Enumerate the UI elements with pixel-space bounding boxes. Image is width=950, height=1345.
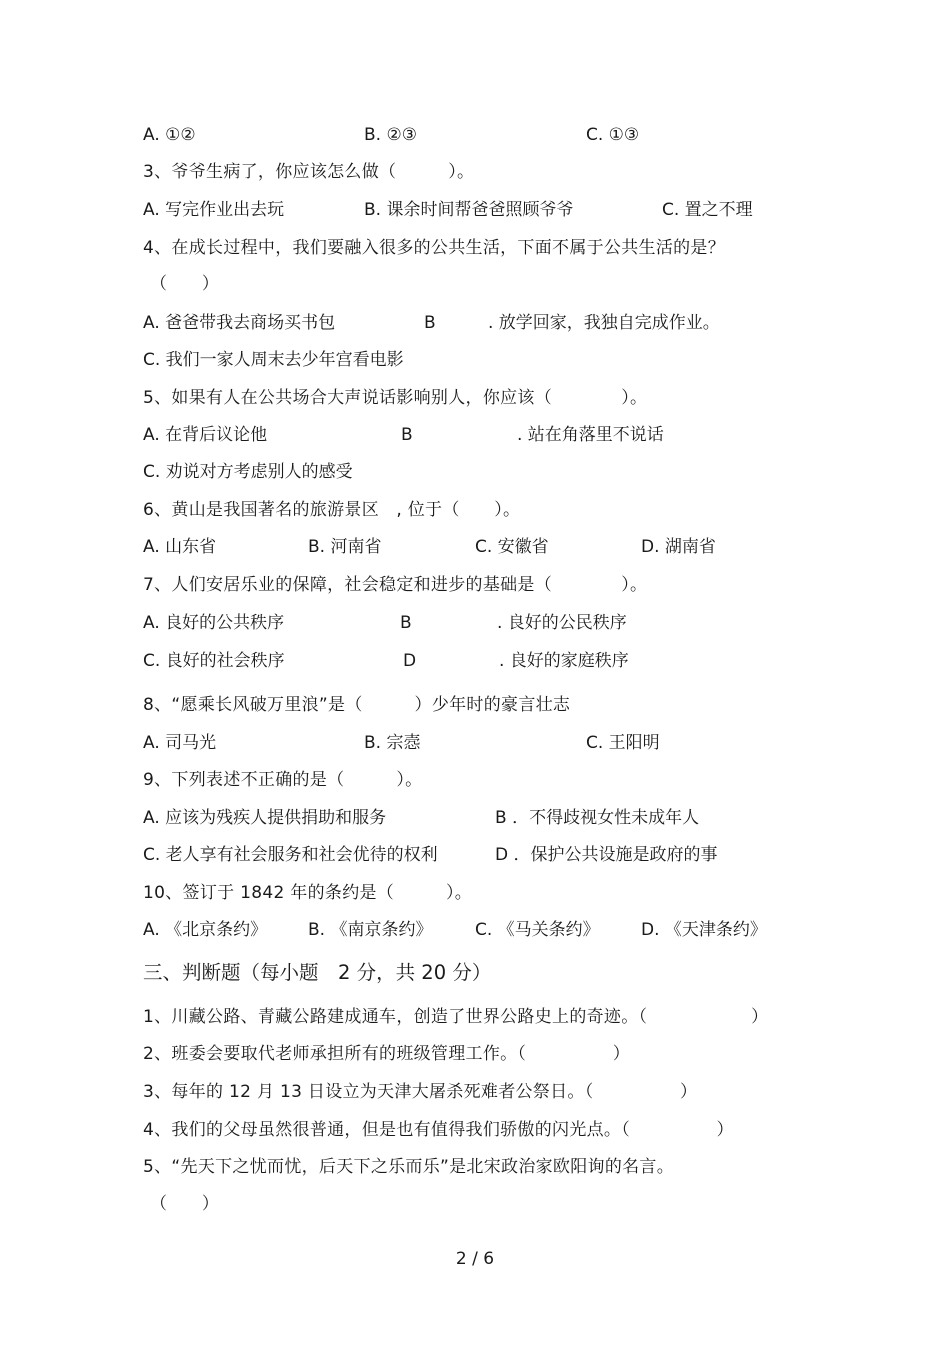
- q9-option-d: D ．保护公共设施是政府的事: [495, 845, 718, 865]
- q6-option-a: A. 山东省: [143, 537, 217, 557]
- q7-option-b-letter: B: [400, 613, 412, 633]
- q2-option-c: C. ①③: [586, 125, 640, 145]
- q10-question: 10、签订于 1842 年的条约是（ ）。: [143, 883, 473, 903]
- q6-option-b: B. 河南省: [308, 537, 382, 557]
- q4-option-b-text: . 放学回家，我独自完成作业。: [488, 313, 720, 333]
- q3-option-b: B. 课余时间帮爸爸照顾爷爷: [364, 200, 574, 220]
- page-number: 2 / 6: [455, 1249, 495, 1269]
- q9-option-c: C. 老人享有社会服务和社会优待的权利: [143, 845, 438, 865]
- judge-item-1: 1、川藏公路、青藏公路建成通车，创造了世界公路史上的奇迹。（ ）: [143, 1007, 769, 1027]
- q4-question: 4、在成长过程中，我们要融入很多的公共生活，下面不属于公共生活的是？: [143, 238, 726, 258]
- q5-option-b-letter: B: [401, 425, 413, 445]
- q4-option-b-letter: B: [424, 313, 436, 333]
- q2-option-a: A. ①②: [143, 125, 196, 145]
- judge-item-5: 5、“先天下之忧而忧，后天下之乐而乐”是北宋政治家欧阳询的名言。: [143, 1157, 675, 1177]
- q7-question: 7、人们安居乐业的保障，社会稳定和进步的基础是（ ）。: [143, 575, 648, 595]
- q5-question: 5、如果有人在公共场合大声说话影响别人，你应该（ ）。: [143, 388, 648, 408]
- q4-answer-blank: （ ）: [150, 274, 220, 294]
- q8-option-a: A. 司马光: [143, 733, 217, 753]
- q2-option-b: B. ②③: [364, 125, 417, 145]
- q7-option-a: A. 良好的公共秩序: [143, 613, 285, 633]
- q7-option-d-text: . 良好的家庭秩序: [499, 651, 629, 671]
- q7-option-b-text: . 良好的公民秩序: [497, 613, 627, 633]
- q9-option-b: B ．不得歧视女性未成年人: [495, 808, 700, 828]
- q6-question: 6、黄山是我国著名的旅游景区 , 位于（ ）。: [143, 500, 521, 520]
- q8-option-c: C. 王阳明: [586, 733, 660, 753]
- q4-option-c: C. 我们一家人周末去少年宫看电影: [143, 350, 404, 370]
- q9-option-a: A. 应该为残疾人提供捐助和服务: [143, 808, 387, 828]
- judge-item-2: 2、班委会要取代老师承担所有的班级管理工作。（ ）: [143, 1044, 631, 1064]
- q4-option-a: A. 爸爸带我去商场买书包: [143, 313, 336, 333]
- q10-option-c: C. 《马关条约》: [475, 920, 600, 940]
- judge-item-5-blank: （ ）: [150, 1194, 220, 1214]
- q10-option-a: A. 《北京条约》: [143, 920, 268, 940]
- judge-item-3: 3、每年的 12 月 13 日设立为天津大屠杀死难者公祭日。（ ）: [143, 1082, 698, 1102]
- q8-question: 8、“愿乘长风破万里浪”是（ ）少年时的豪言壮志: [143, 695, 571, 715]
- q10-option-b: B. 《南京条约》: [308, 920, 433, 940]
- q10-option-d: D. 《天津条约》: [641, 920, 767, 940]
- judge-item-4: 4、我们的父母虽然很普通，但是也有值得我们骄傲的闪光点。（ ）: [143, 1120, 734, 1140]
- q5-option-c: C. 劝说对方考虑别人的感受: [143, 462, 353, 482]
- q5-option-b-text: . 站在角落里不说话: [517, 425, 664, 445]
- q7-option-d-letter: D: [403, 651, 417, 671]
- q9-question: 9、下列表述不正确的是（ ）。: [143, 770, 423, 790]
- q6-option-c: C. 安徽省: [475, 537, 549, 557]
- q6-option-d: D. 湖南省: [641, 537, 716, 557]
- q7-option-c: C. 良好的社会秩序: [143, 651, 285, 671]
- q8-option-b: B. 宗悫: [364, 733, 421, 753]
- q3-option-a: A. 写完作业出去玩: [143, 200, 285, 220]
- q3-option-c: C. 置之不理: [662, 200, 753, 220]
- q3-question: 3、爷爷生病了，你应该怎么做（ ）。: [143, 162, 475, 182]
- q5-option-a: A. 在背后议论他: [143, 425, 268, 445]
- section-3-title: 三、判断题（每小题 2 分，共 20 分）: [143, 961, 492, 984]
